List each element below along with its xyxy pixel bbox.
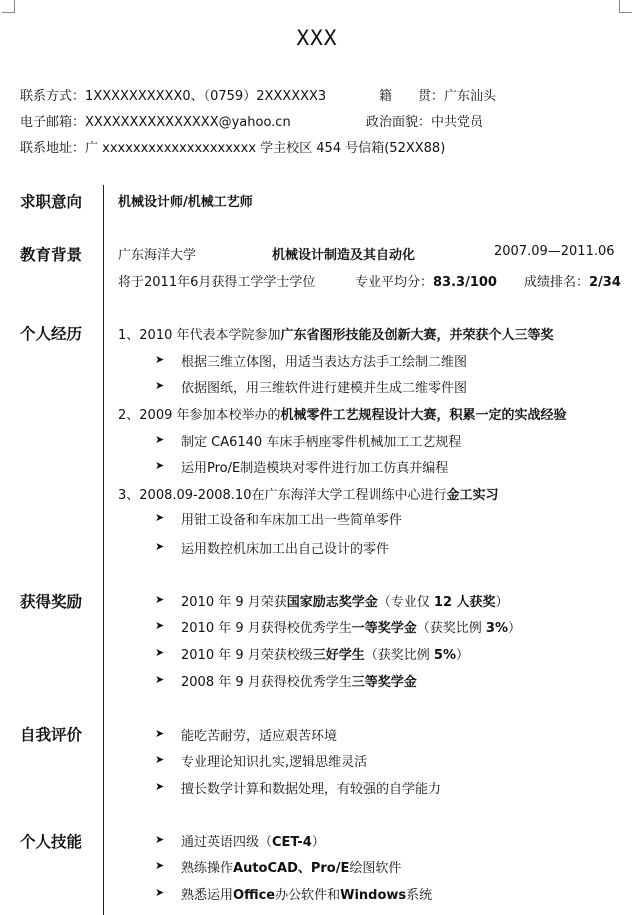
phone-label: 联系方式：: [20, 89, 86, 104]
contact-origin: [379, 85, 496, 104]
skill-highlight: AutoCAD、Pro/E: [233, 861, 350, 876]
page-corner-mark: [2, 0, 15, 13]
award-highlight: 3%: [485, 621, 508, 636]
page-corner-mark: [619, 0, 632, 13]
award-item: [181, 644, 469, 663]
skill-highlight: Windows: [340, 888, 407, 903]
self-eval-item: 能吃苦耐劳，适应艰苦环境: [181, 729, 338, 744]
contact-row-address: [20, 137, 445, 156]
section-title-education: 教育背景: [20, 246, 83, 264]
arrow-bullet-icon: ➤: [155, 780, 165, 793]
gpa-label: 专业平均分：: [355, 275, 434, 290]
skill-highlight: Office: [233, 888, 276, 903]
award-text: ）: [508, 621, 522, 636]
skill-text: ）: [311, 835, 325, 850]
skill-item: [181, 884, 432, 903]
section-divider-line: [103, 185, 104, 915]
arrow-bullet-icon: ➤: [155, 886, 165, 899]
arrow-bullet-icon: ➤: [155, 593, 165, 606]
rank-value: 2/34: [589, 275, 621, 290]
experience-item: [118, 324, 554, 343]
experience-item: [118, 404, 567, 423]
arrow-bullet-icon: ➤: [155, 511, 165, 524]
arrow-bullet-icon: ➤: [155, 859, 165, 872]
objective-text: 机械设计师/机械工艺师: [118, 195, 253, 210]
contact-row-phone: [20, 85, 326, 104]
edu-rank: [524, 271, 621, 290]
award-highlight: 国家励志奖学金: [286, 595, 378, 610]
contact-political: [366, 111, 483, 130]
section-title-experience: 个人经历: [20, 325, 83, 343]
award-text: ）: [495, 595, 509, 610]
email-label: 电子邮箱：: [20, 115, 86, 130]
section-title-awards: 获得奖励: [20, 593, 83, 611]
edu-period: 2007.09—2011.06: [494, 244, 615, 259]
edu-school: 广东海洋大学: [118, 248, 197, 263]
address-label: 联系地址：: [20, 141, 86, 156]
skill-item: [181, 857, 401, 876]
arrow-bullet-icon: ➤: [155, 540, 165, 553]
award-item: [181, 617, 521, 636]
origin-label: 籍 贯：: [379, 89, 445, 104]
section-title-self-eval: 自我评价: [20, 726, 83, 744]
skill-highlight: CET-4: [272, 835, 312, 850]
political-label: 政治面貌：: [366, 115, 432, 130]
arrow-bullet-icon: ➤: [155, 727, 165, 740]
arrow-bullet-icon: ➤: [155, 619, 165, 632]
political-value: 中共党员: [431, 115, 484, 130]
arrow-bullet-icon: ➤: [155, 646, 165, 659]
award-item: [181, 671, 417, 690]
award-highlight: 12 人获奖: [433, 595, 496, 610]
arrow-bullet-icon: ➤: [155, 833, 165, 846]
arrow-bullet-icon: ➤: [155, 753, 165, 766]
skill-text: 系统: [406, 888, 433, 903]
experience-item-highlight: 机械零件工艺规程设计大赛，积累一定的实战经验: [280, 408, 567, 423]
experience-item-highlight: 金工实习: [446, 488, 499, 503]
experience-item-highlight: 广东省图形技能及创新大赛，并荣获个人三等奖: [280, 328, 554, 343]
award-highlight: 5%: [433, 648, 456, 663]
award-text: 2010 年 9 月荣获: [181, 595, 287, 610]
award-text: 2008 年 9 月获得校优秀学生: [181, 675, 352, 690]
edu-major: 机械设计制造及其自动化: [272, 248, 416, 263]
origin-value: 广东汕头: [444, 89, 497, 104]
experience-sub-item: 依据图纸，用三维软件进行建模并生成二维零件图: [181, 381, 468, 396]
arrow-bullet-icon: ➤: [155, 673, 165, 686]
page-title: XXX: [296, 26, 338, 50]
section-title-objective: 求职意向: [20, 193, 83, 211]
award-text: ）: [456, 648, 470, 663]
arrow-bullet-icon: ➤: [155, 459, 165, 472]
edu-degree: 将于2011年6月获得工学学士学位: [118, 275, 316, 290]
contact-row-email: [20, 111, 291, 130]
gpa-value: 83.3/100: [433, 275, 497, 290]
experience-sub-item: 制定 CA6140 车床手柄座零件机械加工工艺规程: [181, 435, 462, 450]
section-title-skills: 个人技能: [20, 833, 83, 851]
skill-text: 绘图软件: [349, 861, 402, 876]
phone-value: 1XXXXXXXXXX0、（0759）2XXXXXX3: [85, 89, 327, 104]
award-text: （获奖比例: [364, 648, 434, 663]
address-value: 广 xxxxxxxxxxxxxxxxxxxx 学主校区 454 号信箱(52XX88): [85, 141, 446, 156]
experience-sub-item: 用钳工设备和车床加工出一些简单零件: [181, 513, 403, 528]
experience-item: [118, 484, 499, 503]
experience-item-text: 3、2008.09-2008.10在广东海洋大学工程训练中心进行: [118, 488, 447, 503]
self-eval-item: 擅长数学计算和数据处理，有较强的自学能力: [181, 782, 442, 797]
arrow-bullet-icon: ➤: [155, 353, 165, 366]
skill-item: [181, 831, 325, 850]
email-value: XXXXXXXXXXXXXXX@yahoo.cn: [85, 115, 291, 130]
award-text: （专业仅: [377, 595, 434, 610]
skill-text: 熟悉运用: [181, 888, 234, 903]
award-highlight: 一等奖学金: [351, 621, 417, 636]
rank-label: 成绩排名：: [524, 275, 590, 290]
experience-item-text: 2、2009 年参加本校举办的: [118, 408, 281, 423]
edu-gpa: [355, 271, 497, 290]
award-text: 2010 年 9 月获得校优秀学生: [181, 621, 352, 636]
award-highlight: 三好学生: [312, 648, 365, 663]
experience-item-text: 1、2010 年代表本学院参加: [118, 328, 281, 343]
experience-sub-item: 根据三维立体图，用适当表达方法手工绘制二维图: [181, 355, 468, 370]
award-item: [181, 591, 509, 610]
self-eval-item: 专业理论知识扎实,逻辑思维灵活: [181, 755, 368, 770]
arrow-bullet-icon: ➤: [155, 379, 165, 392]
arrow-bullet-icon: ➤: [155, 433, 165, 446]
skill-text: 通过英语四级（: [181, 835, 273, 850]
award-text: 2010 年 9 月荣获校级: [181, 648, 313, 663]
experience-sub-item: 运用数控机床加工出自己设计的零件: [181, 542, 390, 557]
skill-text: 熟练操作: [181, 861, 234, 876]
experience-sub-item: 运用Pro/E制造模块对零件进行加工仿真并编程: [181, 461, 449, 476]
award-highlight: 三等奖学金: [351, 675, 417, 690]
award-text: （获奖比例: [416, 621, 486, 636]
skill-text: 办公软件和: [275, 888, 341, 903]
